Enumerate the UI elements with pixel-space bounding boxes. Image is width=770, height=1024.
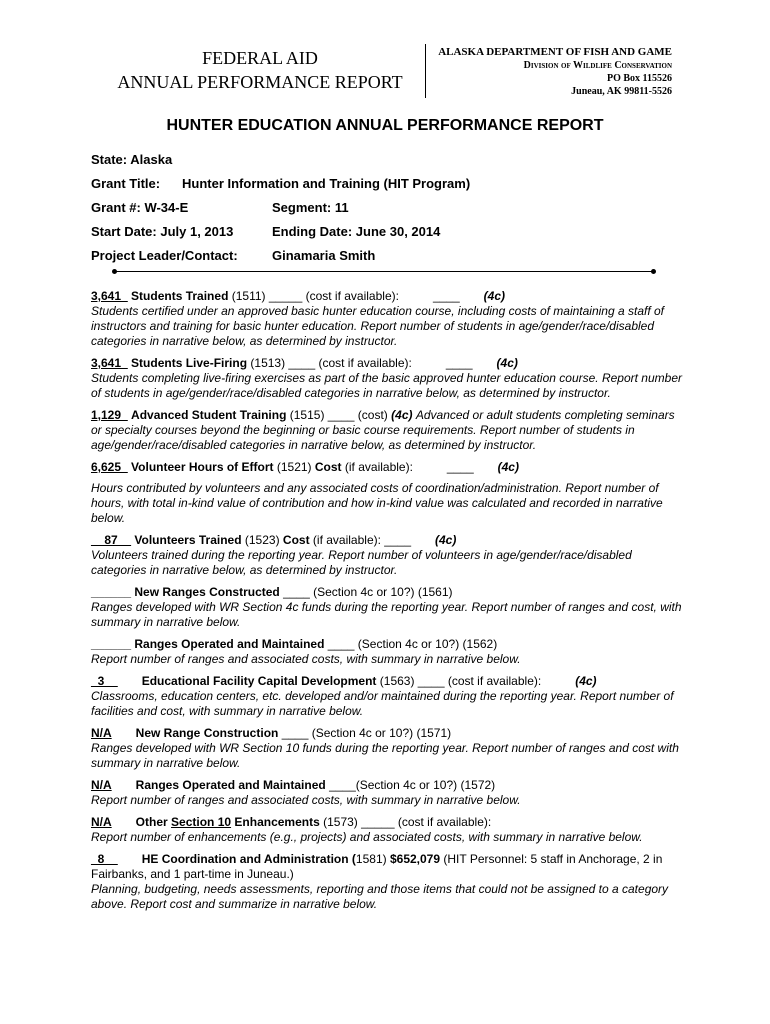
item-code: (1521) — [276, 460, 312, 474]
city-address: Juneau, AK 99811-5526 — [571, 86, 672, 97]
item-title: Ranges Operated and Maintained — [134, 637, 325, 651]
item-number: 3,641_ — [91, 289, 128, 303]
item-title: Volunteers Trained — [134, 533, 242, 547]
grant-title-line — [91, 176, 471, 191]
item-advanced-student-training — [91, 408, 687, 453]
item-other-enhancements — [91, 815, 687, 845]
item-students-trained — [91, 289, 687, 349]
item-number: N/A — [91, 778, 112, 792]
item-he-coordination — [91, 852, 687, 912]
item-number: _3__ — [91, 674, 118, 688]
item-cost-note: (if available): — [312, 533, 381, 547]
item-description: Ranges developed with WR Section 10 funds during the reporting year. Report number of ranges and cost with summary in narrative below. — [91, 741, 679, 770]
item-number: 6,625_ — [91, 460, 128, 474]
header-right — [438, 46, 672, 98]
item-description: Students completing live-firing exercises as part of the basic approved hunter education course. Report number of students in age/gender/race/disabled categories in narrative below, as determined by instructor. — [91, 371, 682, 400]
performance-items — [91, 289, 687, 919]
divider-end-dot — [112, 269, 117, 274]
item-number: N/A — [91, 726, 112, 740]
item-volunteers-trained — [91, 533, 687, 578]
item-description: Hours contributed by volunteers and any associated costs of coordination/administration. Report number of hours, with total in-kind value of contribution and how in-kind value was calculated and recorded in narrative below. — [91, 481, 663, 525]
item-ranges-operated-10 — [91, 778, 687, 808]
item-code: (1563) ____ (cost if available): — [379, 674, 542, 688]
item-personnel: (HIT Personnel: 5 staff in Anchorage, 2 in Fairbanks, and 1 part-time in Juneau.) — [91, 852, 663, 881]
grant-number-line — [91, 200, 349, 215]
po-box: PO Box 115526 — [606, 73, 672, 84]
item-description: Planning, budgeting, needs assessments, reporting and those items that could not be assigned to a category above. Report cost and summarize in narrative below. — [91, 882, 669, 911]
item-code: (1511) _____ (cost if available): — [231, 289, 399, 303]
project-leader-value: Ginamaria Smith — [272, 248, 376, 263]
item-new-ranges-constructed — [91, 585, 687, 630]
item-description: Students certified under an approved basic hunter education course, including costs of maintaining a staff of instructors and training for basic hunter education. Report number of students in age/gender/race/disabled categories in narrative below, as determined by instructor. — [91, 304, 665, 348]
ending-date: Ending Date: June 30, 2014 — [272, 224, 441, 239]
item-code: (1523) — [244, 533, 280, 547]
item-number: _8__ — [91, 852, 118, 866]
section-divider — [114, 271, 654, 272]
item-blank: ____ — [445, 356, 473, 370]
item-title: Volunteer Hours of Effort — [131, 460, 274, 474]
item-title: Students Trained — [131, 289, 229, 303]
state-text: State: Alaska — [91, 152, 173, 167]
item-title-part: Enhancements — [234, 815, 320, 829]
item-code: ____ (Section 4c or 10?) (1561) — [283, 585, 453, 599]
item-ref: (4c) — [435, 533, 457, 547]
header-left — [100, 46, 420, 94]
header-divider — [425, 44, 426, 98]
agency-name: ALASKA DEPARTMENT OF FISH AND GAME — [438, 46, 672, 58]
header-report-name: ANNUAL PERFORMANCE REPORT — [117, 72, 403, 92]
item-educational-facility — [91, 674, 687, 719]
item-description: Classrooms, education centers, etc. developed and/or maintained during the reporting year. Report number of facilities and cost, with summary in narrative below. — [91, 689, 674, 718]
header-federal-aid: FEDERAL AID — [202, 48, 318, 68]
grant-number: Grant #: W-34-E — [91, 200, 189, 215]
item-number: N/A — [91, 815, 112, 829]
item-number: ______ — [91, 637, 132, 651]
item-blank: ____ — [432, 289, 460, 303]
item-ref: (4c) — [575, 674, 597, 688]
item-number: 3,641_ — [91, 356, 128, 370]
item-description: Report number of ranges and associated costs, with summary in narrative below. — [91, 652, 521, 666]
item-title: Advanced Student Training — [131, 408, 287, 422]
item-number: ______ — [91, 585, 132, 599]
item-description: Report number of ranges and associated costs, with summary in narrative below. — [91, 793, 521, 807]
item-title-part: Section 10 — [171, 815, 232, 829]
item-code: (1573) _____ (cost if available): — [323, 815, 492, 829]
item-title: Ranges Operated and Maintained — [135, 778, 326, 792]
item-number: __87__ — [91, 533, 132, 547]
item-students-live-firing — [91, 356, 687, 401]
project-leader-line — [91, 248, 376, 263]
item-cost-label: Cost — [314, 460, 342, 474]
item-code: (1513) ____ (cost if available): — [250, 356, 412, 370]
division-name: Division of Wildlife Conservation — [523, 60, 672, 71]
item-blank: ____ — [446, 460, 474, 474]
item-blank: ____ — [384, 533, 411, 547]
item-ranges-operated-4c — [91, 637, 687, 667]
item-description: Report number of enhancements (e.g., projects) and associated costs, with summary in narrative below. — [91, 830, 643, 844]
item-ref: (4c) — [496, 356, 518, 370]
item-description: Advanced or adult students completing seminars or specialty courses beyond the beginning or basic course requirements. Report number of students in age/gender/race/disabled categories in narrative below, as determined by instructor. — [91, 408, 675, 452]
project-leader-label: Project Leader/Contact: — [91, 248, 238, 263]
grant-title-value: Hunter Information and Training (HIT Program) — [182, 176, 471, 191]
item-title-part: Other — [135, 815, 168, 829]
item-cost-note: (if available): — [344, 460, 413, 474]
state-line — [91, 152, 172, 167]
dates-line — [91, 224, 441, 239]
item-amount: $652,079 — [389, 852, 441, 866]
item-code: 1581) — [355, 852, 387, 866]
item-title: New Range Construction — [135, 726, 279, 740]
item-code: ____ (Section 4c or 10?) (1571) — [281, 726, 452, 740]
item-ref: (4c) — [483, 289, 505, 303]
page-title: HUNTER EDUCATION ANNUAL PERFORMANCE REPORT — [166, 117, 604, 134]
item-ref: (4c) — [391, 408, 413, 422]
item-number: 1,129_ — [91, 408, 128, 422]
item-description: Volunteers trained during the reporting year. Report number of volunteers in age/gender/race/disabled categories in narrative below, as determined by instructor. — [91, 548, 632, 577]
segment: Segment: 11 — [272, 200, 349, 215]
item-volunteer-hours — [91, 460, 687, 526]
item-title: Educational Facility Capital Development — [141, 674, 377, 688]
item-code: (1515) ____ (cost) — [289, 408, 388, 422]
item-title: New Ranges Constructed — [134, 585, 280, 599]
item-title: HE Coordination and Administration ( — [141, 852, 356, 866]
item-code: ____(Section 4c or 10?) (1572) — [329, 778, 496, 792]
item-description: Ranges developed with WR Section 4c funds during the reporting year. Report number of ranges and cost, with summary in narrative below. — [91, 600, 682, 629]
item-ref: (4c) — [497, 460, 519, 474]
item-code: ____ (Section 4c or 10?) (1562) — [327, 637, 498, 651]
start-date: Start Date: July 1, 2013 — [91, 224, 234, 239]
divider-end-dot — [651, 269, 656, 274]
item-new-range-construction — [91, 726, 687, 771]
item-title: Students Live-Firing — [131, 356, 248, 370]
item-cost-label: Cost — [282, 533, 310, 547]
grant-title-label: Grant Title: — [91, 176, 161, 191]
